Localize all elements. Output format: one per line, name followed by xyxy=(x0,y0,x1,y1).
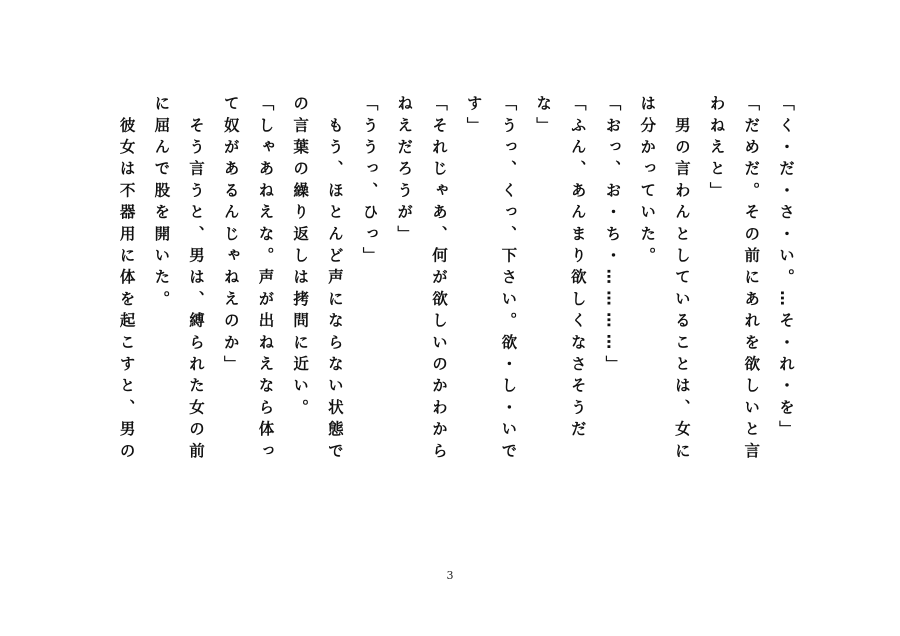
text-line: 「おっ、お・ち・…………」 xyxy=(603,95,622,378)
text-line: に屈んで股を開いた。 xyxy=(152,95,171,312)
text-line: て奴があるんじゃねえのか」 xyxy=(221,95,240,378)
text-line: わねえと」 xyxy=(707,95,726,204)
text-line: な」 xyxy=(534,95,553,139)
text-line: もう、ほとんど声にならない状態で xyxy=(325,95,344,464)
text-line: 「く・だ・さ・い。…そ・れ・を」 xyxy=(777,95,795,443)
text-line: そう言うと、男は、縛られた女の前 xyxy=(187,95,206,464)
text-line: 「だめだ。その前にあれを欲しいと言 xyxy=(742,95,761,464)
text-line: は分かっていた。 xyxy=(638,95,657,269)
text-line: 男の言わんとしていることは、女に xyxy=(672,95,691,464)
text-line: 「ふん、あんまり欲しくなさそうだ xyxy=(568,95,587,443)
text-line: 「ううっ、ひっ」 xyxy=(360,95,379,269)
text-line: 「うっ、くっ、下さい。欲・し・いで xyxy=(499,95,518,464)
text-line: ねえだろうが」 xyxy=(395,95,414,247)
vertical-text-block xyxy=(109,95,803,565)
text-line: 「しゃあねえな。声が出ねえなら体っ xyxy=(256,95,275,464)
text-line: の言葉の繰り返しは拷問に近い。 xyxy=(291,95,310,421)
text-line: す」 xyxy=(464,95,483,139)
text-line: 彼女は不器用に体を起こすと、男の xyxy=(117,95,136,464)
text-line: 「それじゃあ、何が欲しいのかわから xyxy=(429,95,448,464)
page-number: 3 xyxy=(446,569,454,582)
